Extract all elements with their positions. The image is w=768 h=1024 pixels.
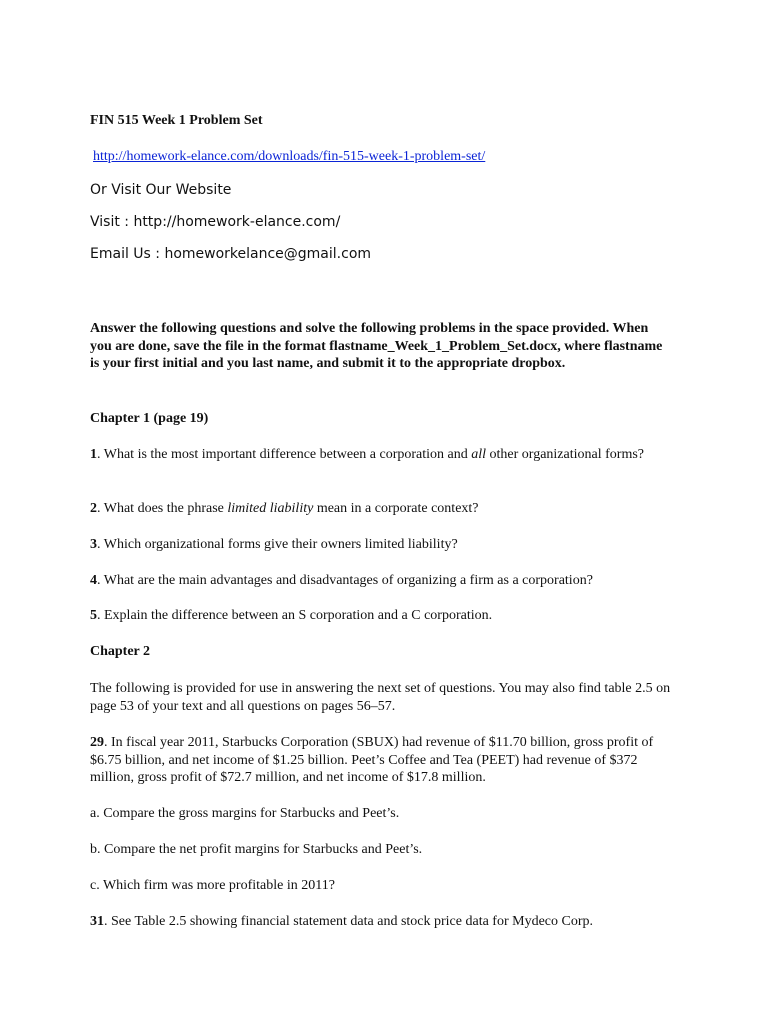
question-text: . What does the phrase (97, 501, 228, 516)
question-29b: b. Compare the net profit margins for Starbucks and Peet’s. (90, 842, 423, 857)
question-number: 2 (90, 501, 97, 516)
document-title: FIN 515 Week 1 Problem Set (90, 113, 263, 128)
question-number: 3 (90, 537, 97, 552)
question-number: 1 (90, 447, 97, 462)
question-text: . In fiscal year 2011, Starbucks Corporation (SBUX) had revenue of $11.70 billion, gross profit of $6.75 billion, and net income of $1.25 billion. Peet’s Coffee and Tea (PEET) had revenue of $372 million, gross profit of $72.7 million, and net income of $17.8 million. (90, 735, 654, 785)
chapter-2-intro: The following is provided for use in answering the next set of questions. You may also find table 2.5 on page 53 of your text and all questions on pages 56–57. (90, 681, 671, 714)
question-4 (90, 572, 690, 590)
instructions-paragraph: Answer the following questions and solve the following problems in the space provided. When you are done, save the file in the format flastname_Week_1_Problem_Set.docx, where flastname is your first initial and you last name, and submit it to the appropriate dropbox. (90, 321, 663, 371)
question-number: 31 (90, 914, 104, 929)
question-29 (90, 734, 655, 787)
question-text: . What is the most important difference between a corporation and (97, 447, 472, 462)
emphasis-text: limited liability (227, 501, 314, 516)
question-text: . Which organizational forms give their owners limited liability? (97, 537, 458, 552)
question-31 (90, 913, 690, 931)
download-link[interactable]: http://homework-elance.com/downloads/fin-515-week-1-problem-set/ (93, 149, 486, 164)
visit-url-text: Visit : http://homework-elance.com/ (90, 214, 341, 230)
question-3 (90, 536, 660, 554)
question-number: 29 (90, 735, 104, 750)
question-text: mean in a corporate context? (313, 501, 479, 516)
question-5 (90, 607, 660, 625)
visit-website-text: Or Visit Our Website (90, 182, 232, 198)
email-text: Email Us : homeworkelance@gmail.com (90, 246, 372, 262)
question-2 (90, 500, 660, 518)
download-link-line (93, 148, 663, 166)
question-29c: c. Which firm was more profitable in 2011? (90, 878, 335, 893)
chapter-1-heading: Chapter 1 (page 19) (90, 411, 209, 426)
question-text: . What are the main advantages and disadvantages of organizing a firm as a corporation? (97, 573, 593, 588)
question-1 (90, 446, 660, 464)
chapter-2-heading: Chapter 2 (90, 644, 151, 659)
question-text: . Explain the difference between an S corporation and a C corporation. (97, 608, 493, 623)
question-number: 4 (90, 573, 97, 588)
question-text: other organizational forms? (486, 447, 644, 462)
question-text: . See Table 2.5 showing financial statement data and stock price data for Mydeco Corp. (104, 914, 594, 929)
question-number: 5 (90, 608, 97, 623)
emphasis-text: all (471, 447, 487, 462)
question-29a: a. Compare the gross margins for Starbucks and Peet’s. (90, 806, 400, 821)
